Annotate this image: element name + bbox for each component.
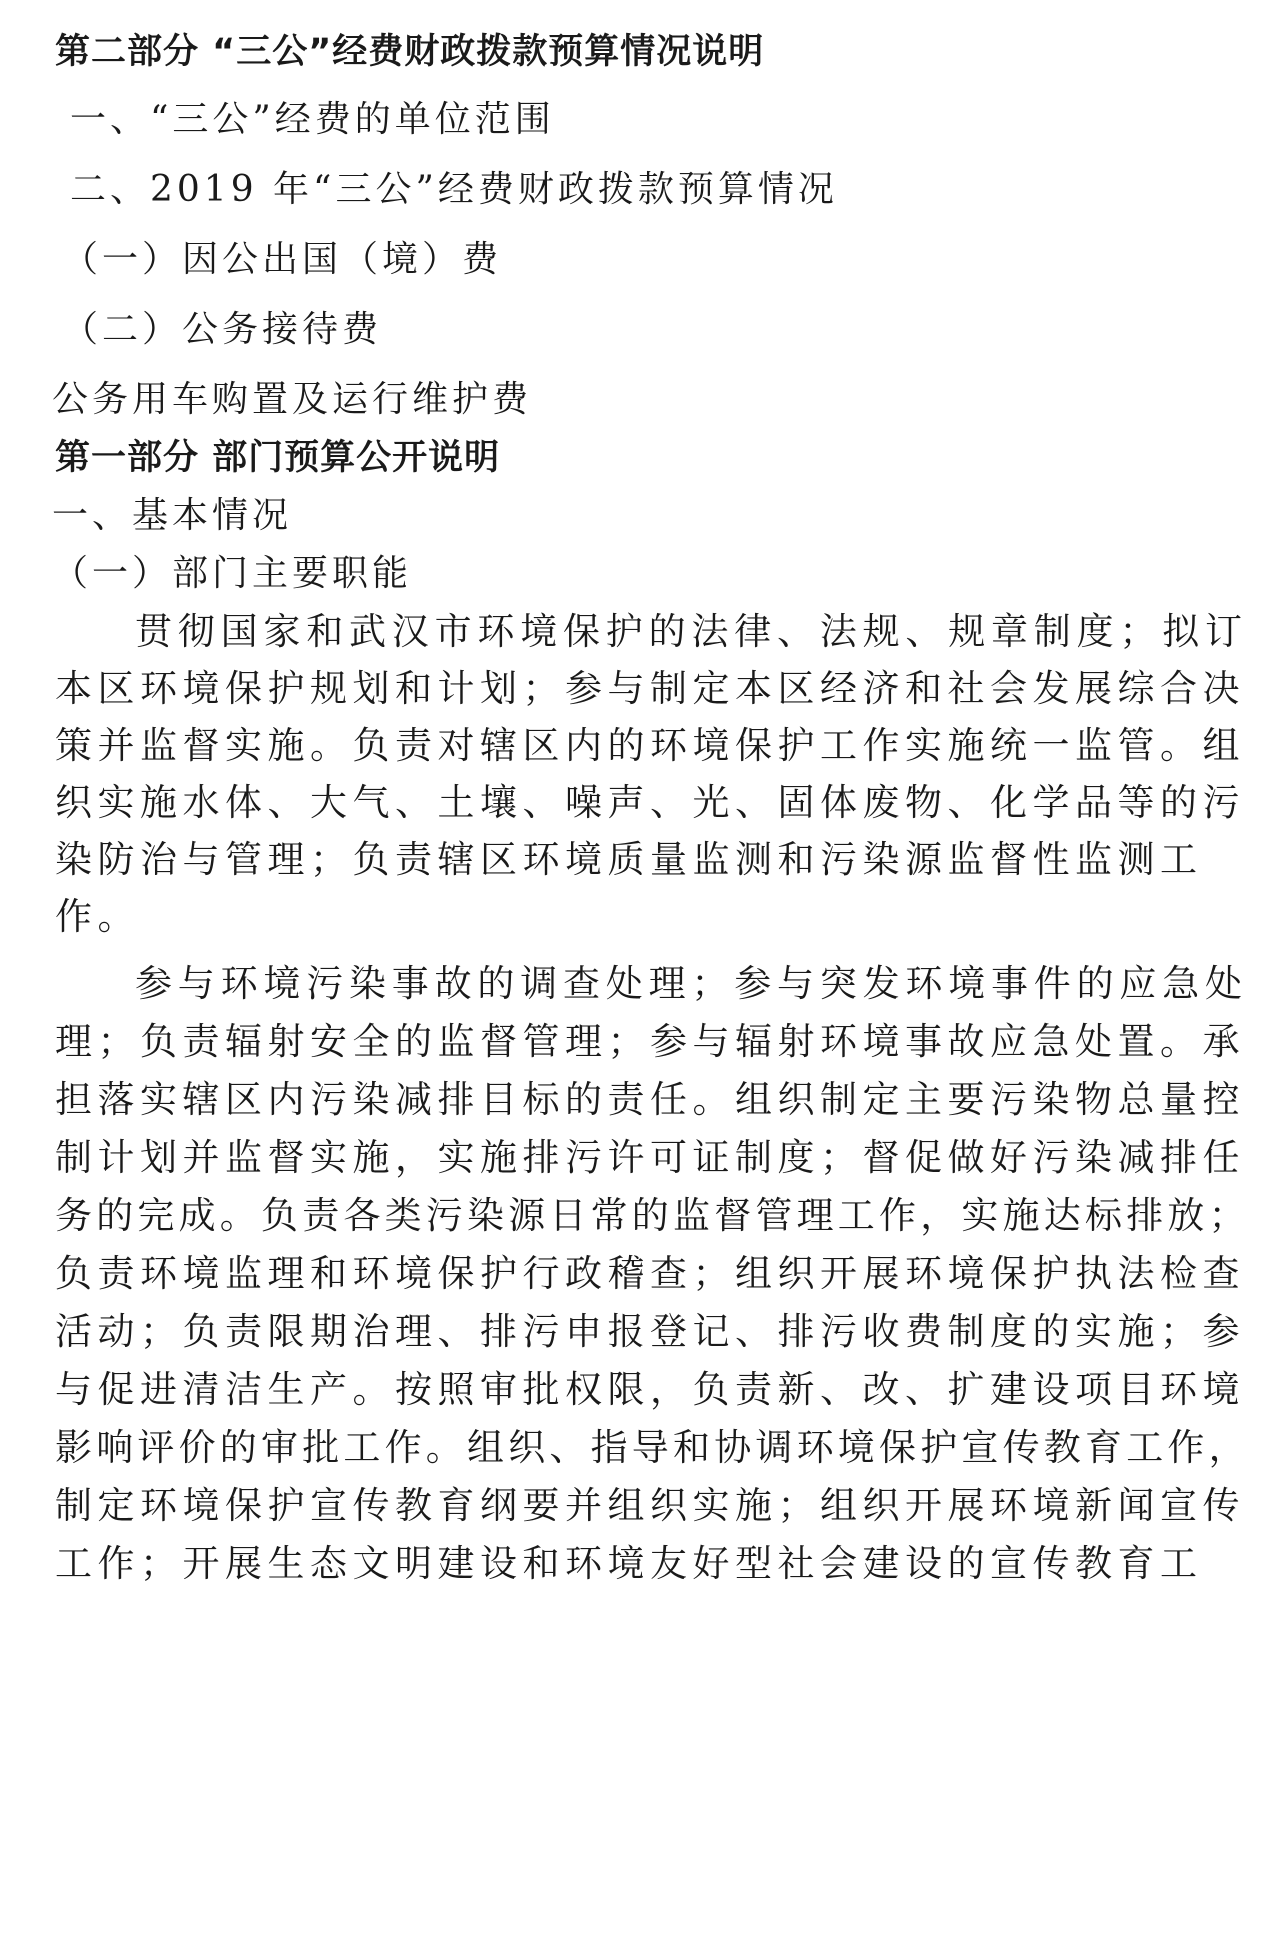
paragraph1-line: 本区环境保护规划和计划；参与制定本区经济和社会发展综合决 [55, 667, 1245, 710]
paragraph2-line: 影响评价的审批工作。组织、指导和协调环境保护宣传教育工作， [55, 1426, 1250, 1469]
paragraph2-line: 务的完成。负责各类污染源日常的监督管理工作，实施达标排放； [55, 1194, 1250, 1237]
paragraph1-line: 染防治与管理；负责辖区环境质量监测和污染源监督性监测工 [55, 838, 1203, 881]
paragraph2-line: 工作；开展生态文明建设和环境友好型社会建设的宣传教育工 [55, 1542, 1203, 1585]
part1-subsection-functions: （一）部门主要职能 [52, 553, 413, 594]
paragraph1-line: 作。 [55, 895, 140, 938]
part2-section-scope: 一、“三公”经费的单位范围 [70, 99, 555, 140]
paragraph2-line: 负责环境监理和环境保护行政稽查；组织开展环境保护执法检查 [55, 1252, 1245, 1295]
part2-vehicle-cost: 公务用车购置及运行维护费 [52, 379, 533, 420]
paragraph2-line: 制计划并监督实施，实施排污许可证制度；督促做好污染减排任 [55, 1136, 1245, 1179]
part2-section-budget: 二、2019 年“三公”经费财政拨款预算情况 [70, 169, 838, 210]
part2-title: 第二部分 “三公”经费财政拨款预算情况说明 [55, 32, 765, 72]
part1-title: 第一部分 部门预算公开说明 [55, 438, 501, 478]
paragraph1-line: 策并监督实施。负责对辖区内的环境保护工作实施统一监管。组 [55, 724, 1245, 767]
paragraph2-line: 参与环境污染事故的调查处理；参与突发环境事件的应急处 [135, 962, 1248, 1005]
paragraph2-line: 担落实辖区内污染减排目标的责任。组织制定主要污染物总量控 [55, 1078, 1245, 1121]
part1-section-basic: 一、基本情况 [52, 495, 293, 536]
part2-subsection-reception: （二）公务接待费 [62, 309, 383, 350]
paragraph1-line: 织实施水体、大气、土壤、噪声、光、固体废物、化学品等的污 [55, 781, 1245, 824]
part2-subsection-travel: （一）因公出国（境）费 [62, 239, 503, 280]
paragraph2-line: 理；负责辐射安全的监督管理；参与辐射环境事故应急处置。承 [55, 1020, 1245, 1063]
paragraph2-line: 与促进清洁生产。按照审批权限，负责新、改、扩建设项目环境 [55, 1368, 1245, 1411]
paragraph2-line: 活动；负责限期治理、排污申报登记、排污收费制度的实施；参 [55, 1310, 1245, 1353]
paragraph2-line: 制定环境保护宣传教育纲要并组织实施；组织开展环境新闻宣传 [55, 1484, 1245, 1527]
paragraph1-line: 贯彻国家和武汉市环境保护的法律、法规、规章制度；拟订 [135, 610, 1248, 653]
